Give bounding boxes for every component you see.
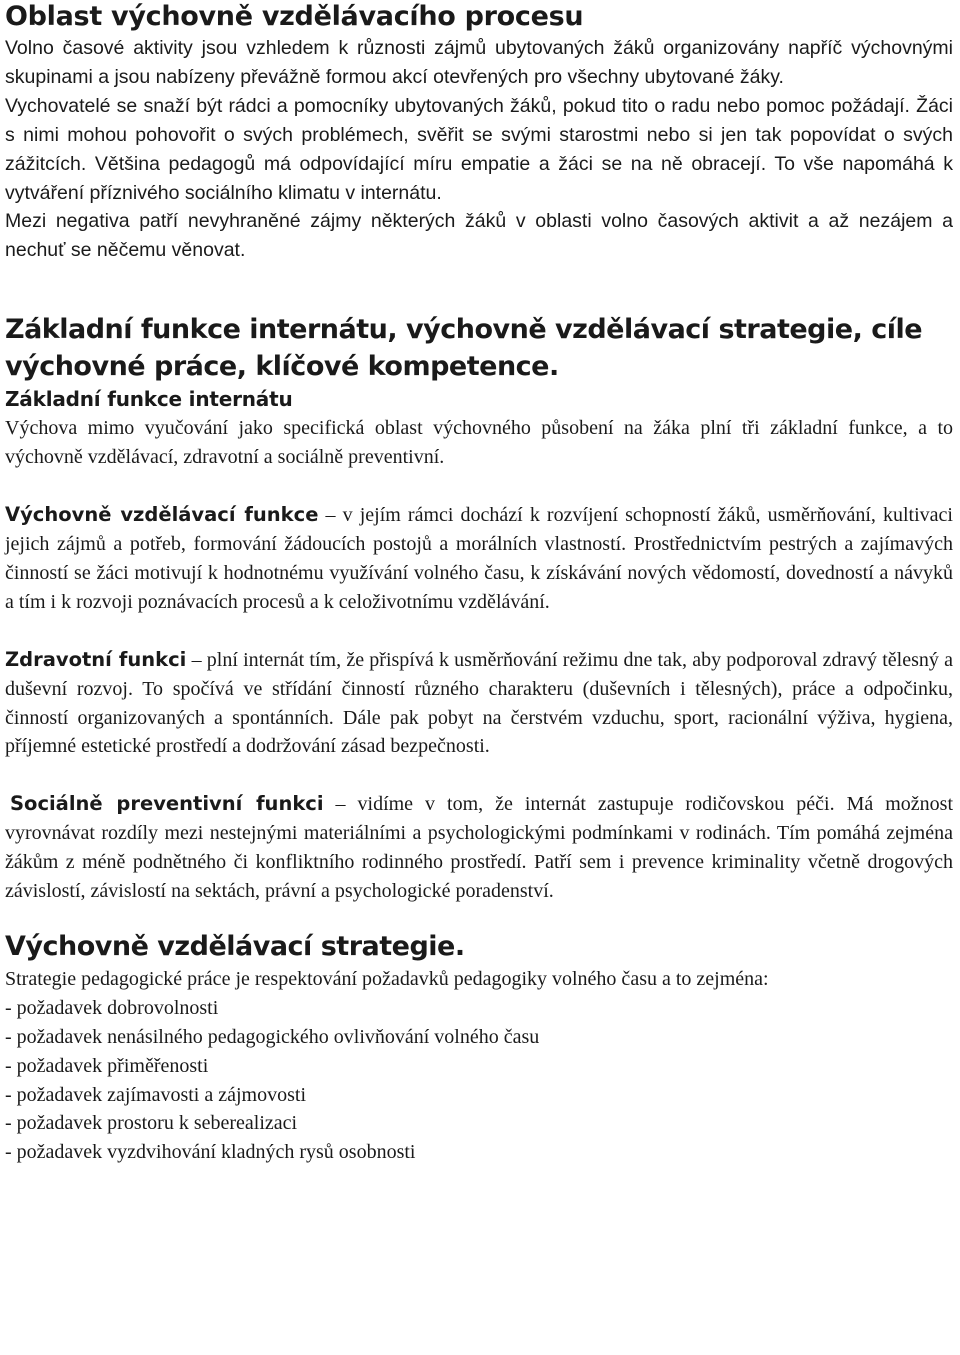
section-heading-strategy: Výchovně vzdělávací strategie.: [5, 930, 465, 962]
subheading-basic-functions: Základní funkce internátu: [5, 387, 293, 412]
spacer: [5, 761, 953, 790]
spacer: [5, 906, 953, 928]
paragraph-functions-intro: Výchova mimo vyučování jako specifická oblast výchovného působení na žáka plní tři základní funkce, a to výchovně vzdělávací, zdravotní a sociálně preventivní.: [5, 417, 953, 469]
section-heading-educational-process: Oblast výchovně vzdělávacího procesu: [5, 1, 584, 32]
document-page: [5, 0, 953, 1167]
spacer: [5, 472, 953, 501]
function-title-health: Zdravotní funkci: [5, 647, 187, 671]
paragraph-leisure-activities: Volno časové aktivity jsou vzhledem k různosti zájmů ubytovaných žáků organizovány napříč výchovnými skupinami a jsou nabízeny převážně formou akcí otevřených pro všechny ubytované žáky.: [5, 37, 953, 88]
function-title-educational: Výchovně vzdělávací funkce: [5, 503, 319, 527]
function-text-health: – plní internát tím, že přispívá k usměrňování režimu dne tak, aby podporoval zdravý tělesný a duševní rozvoj. To spočívá ve střídání činností různého charakteru (duševních i tělesných), práce a odpočinku, činností organizovaných a spontánních. Dále pak pobyt na čerstvém vzduchu, sport, racionální výživa, hygiena, příjemné estetické prostředí a dodržování zásad bezpečnosti.: [5, 648, 953, 758]
list-item: - požadavek zajímavosti a zájmovosti: [5, 1083, 307, 1106]
paragraph-preventive-function: [5, 790, 953, 906]
section-heading-basic-functions: Základní funkce internátu, výchovně vzdělávací strategie, cíle výchovné práce, klíčové kompetence.: [5, 314, 923, 383]
list-item: - požadavek nenásilného pedagogického ovlivňování volného času: [5, 1025, 540, 1048]
spacer: [5, 265, 953, 311]
strategy-requirements-list: [5, 994, 953, 1167]
function-text-preventive: – vidíme v tom, že internát zastupuje rodičovskou péči. Má možnost vyrovnávat rozdíly mezi nestejnými materiálními a psychologickými podmínkami v rodinách. Tím pomáhá zejména žákům z méně podnětného či konfliktního rodinného prostředí. Patří sem i prevence kriminality včetně drogových závislostí, závislostí na sektách, právní a psychologické poradenství.: [5, 793, 953, 903]
paragraph-health-function: [5, 646, 953, 762]
paragraph-strategy-intro: Strategie pedagogické práce je respektování požadavků pedagogiky volného času a to zejména:: [5, 967, 769, 990]
paragraph-educators-role: Vychovatelé se snaží být rádci a pomocníky ubytovaných žáků, pokud tito o radu nebo pomoc požádají. Žáci s nimi mohou pohovořit o svých problémech, svěřit se svými starostmi nebo si jen tak popovídat o svých zážitcích. Většina pedagogů má odpovídající míru empatie a žáci se na ně obracejí. To vše napomáhá k vytváření příznivého sociálního klimatu v internátu.: [5, 94, 953, 204]
function-title-preventive: Sociálně preventivní funkci: [10, 792, 324, 816]
list-item: - požadavek dobrovolnosti: [5, 996, 219, 1019]
paragraph-educational-function: [5, 501, 953, 617]
list-item: - požadavek přiměřenosti: [5, 1054, 209, 1077]
function-text-educational: – v jejím rámci dochází k rozvíjení schopností žáků, usměrňování, kultivaci jejich zájmů a potřeb, formování žádoucích postojů a morálních vlastností. Prostřednictvím pestrých a zajímavých činností se žáci motivují k hodnotnému využívání volného času, k získávání nových vědomostí, dovedností a návyků a tím i k rozvoji poznávacích procesů a k celoživotnímu vzdělávání.: [5, 504, 953, 613]
list-item: - požadavek prostoru k seberealizaci: [5, 1112, 298, 1135]
list-item: - požadavek vyzdvihování kladných rysů osobnosti: [5, 1141, 416, 1164]
spacer: [5, 617, 953, 646]
paragraph-negatives: Mezi negativa patří nevyhraněné zájmy některých žáků v oblasti volno časových aktivit a až nezájem a nechuť se něčemu věnovat.: [5, 210, 953, 262]
